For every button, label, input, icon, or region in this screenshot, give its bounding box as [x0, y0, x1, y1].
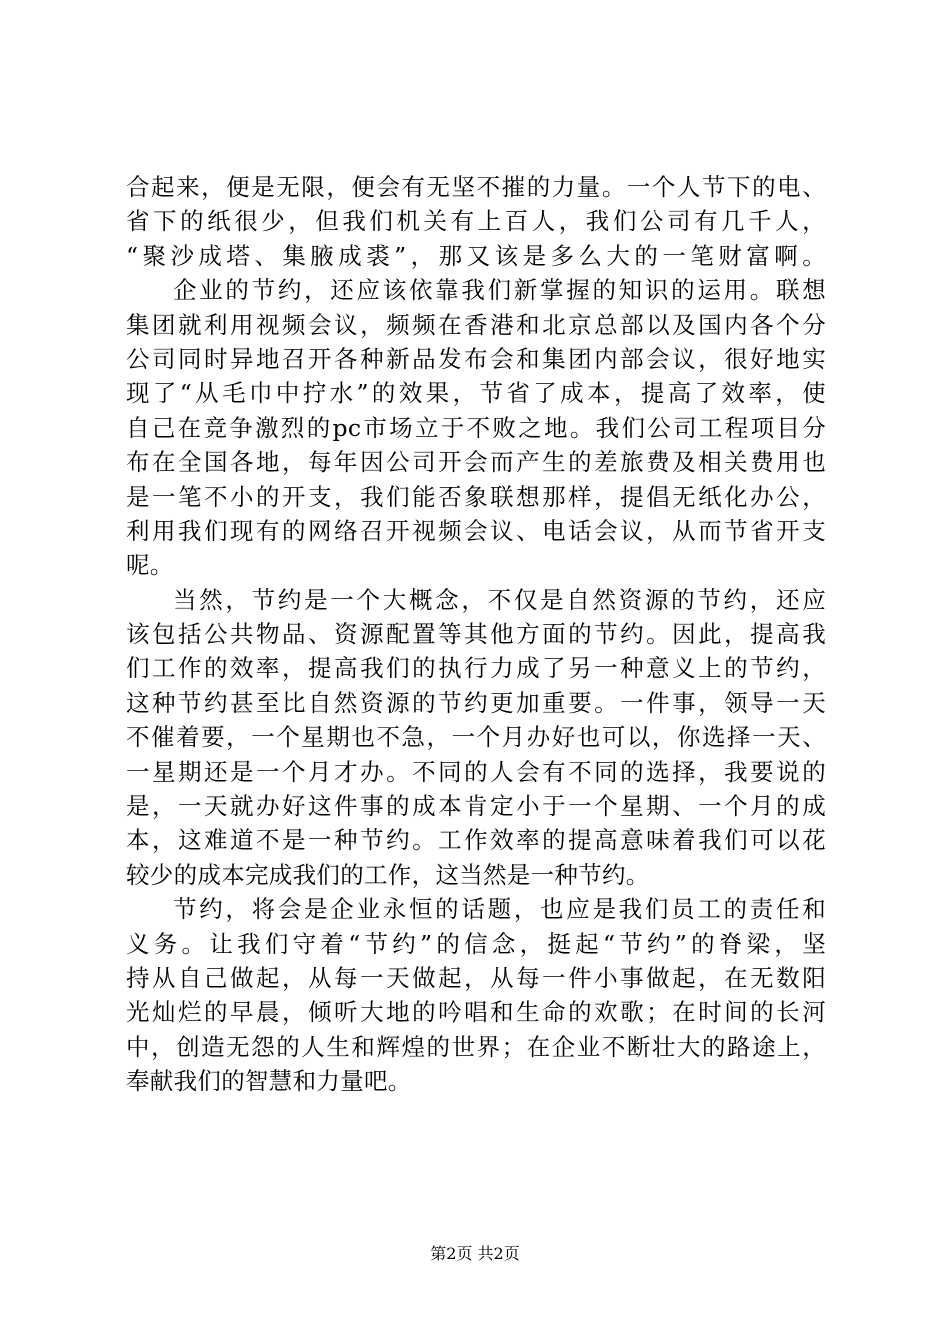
text-line: 呢。: [126, 551, 174, 580]
text-line: 合起来，便是无限，便会有无坚不摧的力量。一个人节下的电、: [126, 173, 826, 201]
text-line: 布在全国各地，每年因公司开会而产生的差旅费及相关费用也: [126, 448, 826, 477]
text-line: 光灿烂的早晨，倾听大地的吟唱和生命的欢歌；在时间的长河: [126, 998, 826, 1027]
text-line: 们工作的效率，提高我们的执行力成了另一种意义上的节约，: [126, 654, 826, 683]
text-line: 本，这难道不是一种节约。工作效率的提高意味着我们可以花: [126, 826, 826, 855]
text-line: 持从自己做起，从每一天做起，从每一件小事做起，在无数阳: [126, 963, 826, 992]
text-line: 不催着要，一个星期也不急，一个月办好也可以，你选择一天、: [126, 723, 826, 752]
text-line: 当然，节约是一个大概念，不仅是自然资源的节约，还应: [173, 585, 826, 614]
text-line: 奉献我们的智慧和力量吧。: [126, 1067, 412, 1096]
text-line: “聚沙成塔、集腋成裘”，那又该是多么大的一笔财富啊。: [126, 241, 826, 270]
text-line: 现了“从毛巾中拧水”的效果，节省了成本，提高了效率，使: [126, 379, 826, 408]
text-line: 省下的纸很少，但我们机关有上百人，我们公司有几千人，: [126, 207, 826, 236]
text-line: 中，创造无怨的人生和辉煌的世界；在企业不断壮大的路途上，: [126, 1032, 826, 1061]
text-line: 节约，将会是企业永恒的话题，也应是我们员工的责任和: [173, 895, 826, 924]
text-line: 这种节约甚至比自然资源的节约更加重要。一件事，领导一天: [126, 688, 826, 717]
text-line: 自己在竞争激烈的pc市场立于不败之地。我们公司工程项目分: [126, 413, 826, 442]
text-line: 该包括公共物品、资源配置等其他方面的节约。因此，提高我: [126, 620, 826, 649]
text-line: 公司同时异地召开各种新品发布会和集团内部会议，很好地实: [126, 344, 826, 373]
text-line: 一星期还是一个月才办。不同的人会有不同的选择，我要说的: [126, 757, 826, 786]
page-number-footer: 第2页 共2页: [430, 1244, 520, 1263]
text-line: 利用我们现有的网络召开视频会议、电话会议，从而节省开支: [126, 516, 826, 545]
text-line: 较少的成本完成我们的工作，这当然是一种节约。: [126, 860, 650, 889]
text-line: 企业的节约，还应该依靠我们新掌握的知识的运用。联想: [173, 276, 826, 305]
body-text: [126, 170, 826, 1099]
text-line: 是一笔不小的开支，我们能否象联想那样，提倡无纸化办公，: [126, 482, 826, 511]
text-line: 是，一天就办好这件事的成本肯定小于一个星期、一个月的成: [126, 792, 826, 821]
text-line: 义务。让我们守着“节约”的信念，挺起“节约”的脊梁，坚: [126, 929, 826, 958]
text-line: 集团就利用视频会议，频频在香港和北京总部以及国内各个分: [126, 310, 826, 339]
